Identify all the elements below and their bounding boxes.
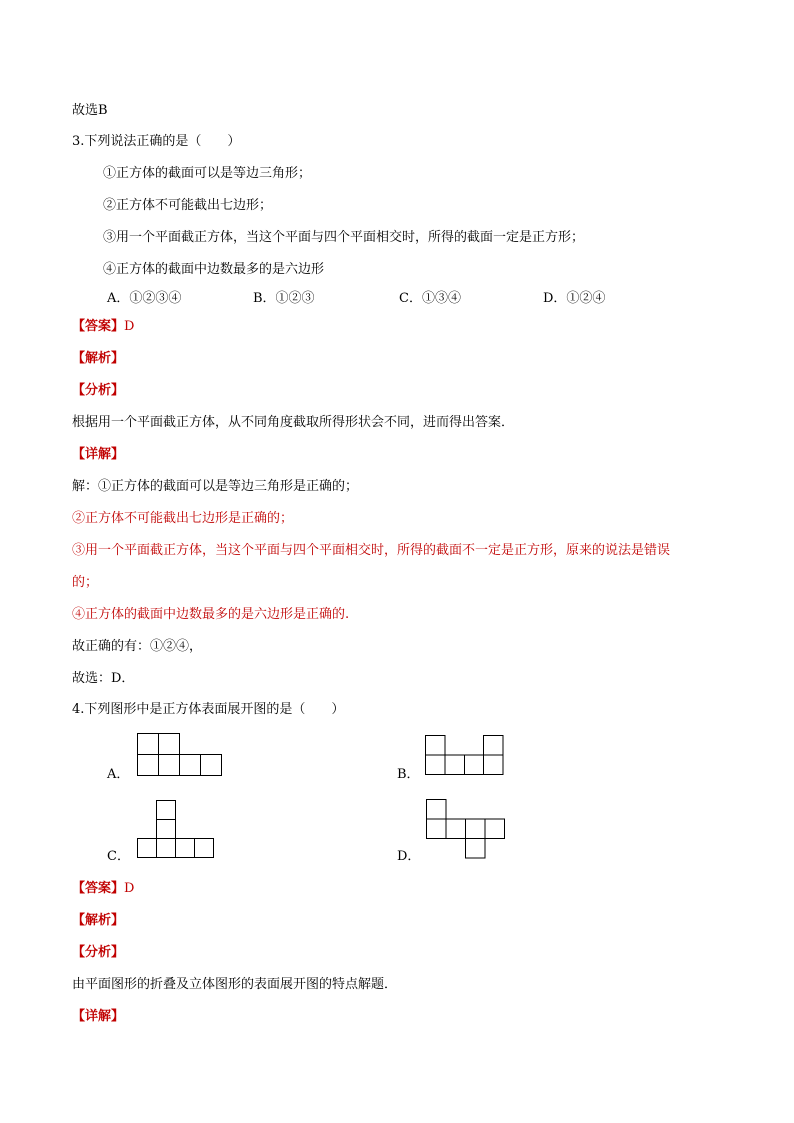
q4-option-d-label: D． xyxy=(397,849,421,864)
q3-detail-line-3: ③用一个平面截正方体，当这个平面与四个平面相交时，所得的截面不一定是正方形，原来的说法是错误 xyxy=(72,543,671,558)
q4-option-a-label: A． xyxy=(107,767,130,782)
q4-detail-tag: 【详解】 xyxy=(72,1009,125,1024)
q4-net-b xyxy=(425,735,505,776)
q3-detail-line-2: ②正方体不可能截出七边形是正确的； xyxy=(72,511,294,526)
q4-analysis-tag: 【解析】 xyxy=(72,913,125,928)
q3-statement-3: ③用一个平面截正方体，当这个平面与四个平面相交时，所得的截面一定是正方形； xyxy=(103,230,585,245)
q4-net-a xyxy=(137,733,223,776)
q3-option-c: C．①③④ xyxy=(399,291,461,306)
q4-net-c xyxy=(137,800,215,860)
q3-fenxi-text: 根据用一个平面截正方体，从不同角度截取所得形状会不同，进而得出答案． xyxy=(72,415,515,430)
q3-detail-tag: 【详解】 xyxy=(72,447,125,462)
q3-statement-2: ②正方体不可能截出七边形； xyxy=(103,198,273,213)
q4-fenxi-text: 由平面图形的折叠及立体图形的表面展开图的特点解题． xyxy=(72,977,398,992)
q3-detail-line-4: 的； xyxy=(72,575,99,590)
answer-value: D xyxy=(124,319,135,334)
q4-fenxi-tag: 【分析】 xyxy=(72,945,125,960)
q3-option-d: D．①②④ xyxy=(543,291,606,306)
q3-statement-4: ④正方体的截面中边数最多的是六边形 xyxy=(103,262,325,277)
q4-net-d xyxy=(426,799,506,859)
q3-statement-1: ①正方体的截面可以是等边三角形； xyxy=(103,166,312,181)
q3-answer-line xyxy=(72,318,134,336)
answer-tag: 【答案】 xyxy=(72,319,125,334)
q3-conclusion: 故正确的有：①②④， xyxy=(72,639,203,654)
q3-choose: 故选：D． xyxy=(72,671,135,686)
previous-answer-tail: 故选B xyxy=(72,103,108,118)
q3-option-b: B．①②③ xyxy=(253,291,315,306)
answer-value: D xyxy=(124,881,135,896)
q3-detail-line-5: ④正方体的截面中边数最多的是六边形是正确的. xyxy=(72,607,350,622)
q4-answer-line xyxy=(72,880,134,898)
answer-tag: 【答案】 xyxy=(72,881,125,896)
q3-analysis-tag: 【解析】 xyxy=(72,351,125,366)
q3-stem: 3.下列说法正确的是（ ） xyxy=(72,134,241,149)
q4-option-c-label: C． xyxy=(107,849,130,864)
q4-stem: 4.下列图形中是正方体表面展开图的是（ ） xyxy=(72,702,345,717)
q3-detail-line-1: 解：①正方体的截面可以是等边三角形是正确的； xyxy=(72,479,359,494)
q4-option-b-label: B． xyxy=(397,767,420,782)
q3-option-a: A．①②③④ xyxy=(107,291,182,306)
q3-fenxi-tag: 【分析】 xyxy=(72,383,125,398)
